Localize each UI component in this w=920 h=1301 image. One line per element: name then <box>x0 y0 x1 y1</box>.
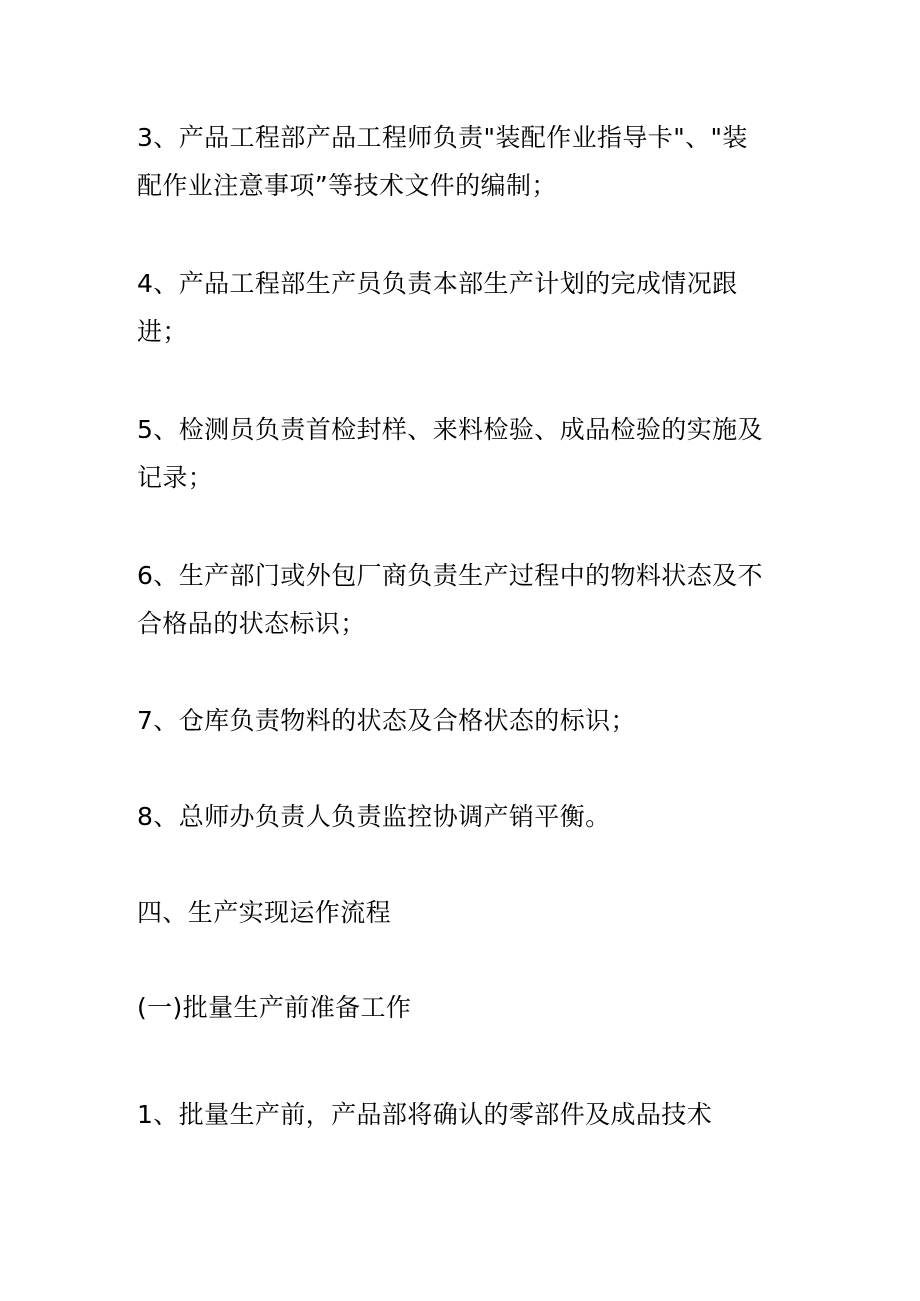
text-line: 配作业注意事项”等技术文件的编制； <box>137 171 557 200</box>
text-line: 四、生产实现运作流程 <box>137 898 392 927</box>
paragraph-item-1 <box>137 1091 797 1139</box>
text-line: 7、仓库负责物料的状态及合格状态的标识； <box>137 706 636 735</box>
paragraph-item-6 <box>137 552 797 648</box>
text-line: 进； <box>137 317 188 346</box>
text-line: 6、生产部门或外包厂商负责生产过程中的物料状态及不 <box>137 561 763 590</box>
subsection-heading <box>137 984 797 1032</box>
text-line: 3、产品工程部产品工程师负责"装配作业指导卡"、"装 <box>137 123 748 152</box>
paragraph-item-7 <box>137 697 797 745</box>
text-line: 8、总师办负责人负责监控协调产销平衡。 <box>137 802 611 831</box>
text-line: 记录； <box>137 463 214 492</box>
paragraph-item-8 <box>137 793 797 841</box>
text-line: 4、产品工程部生产员负责本部生产计划的完成情况跟 <box>137 269 738 298</box>
section-heading <box>137 889 797 937</box>
text-line: 合格品的状态标识； <box>137 609 366 638</box>
paragraph-item-4 <box>137 260 797 356</box>
text-line: 1、批量生产前，产品部将确认的零部件及成品技术 <box>137 1100 713 1129</box>
text-line: 5、检测员负责首检封样、来料检验、成品检验的实施及 <box>137 415 763 444</box>
paragraph-item-3 <box>137 114 797 210</box>
paragraph-item-5 <box>137 406 797 502</box>
text-line: (一)批量生产前准备工作 <box>137 993 412 1022</box>
